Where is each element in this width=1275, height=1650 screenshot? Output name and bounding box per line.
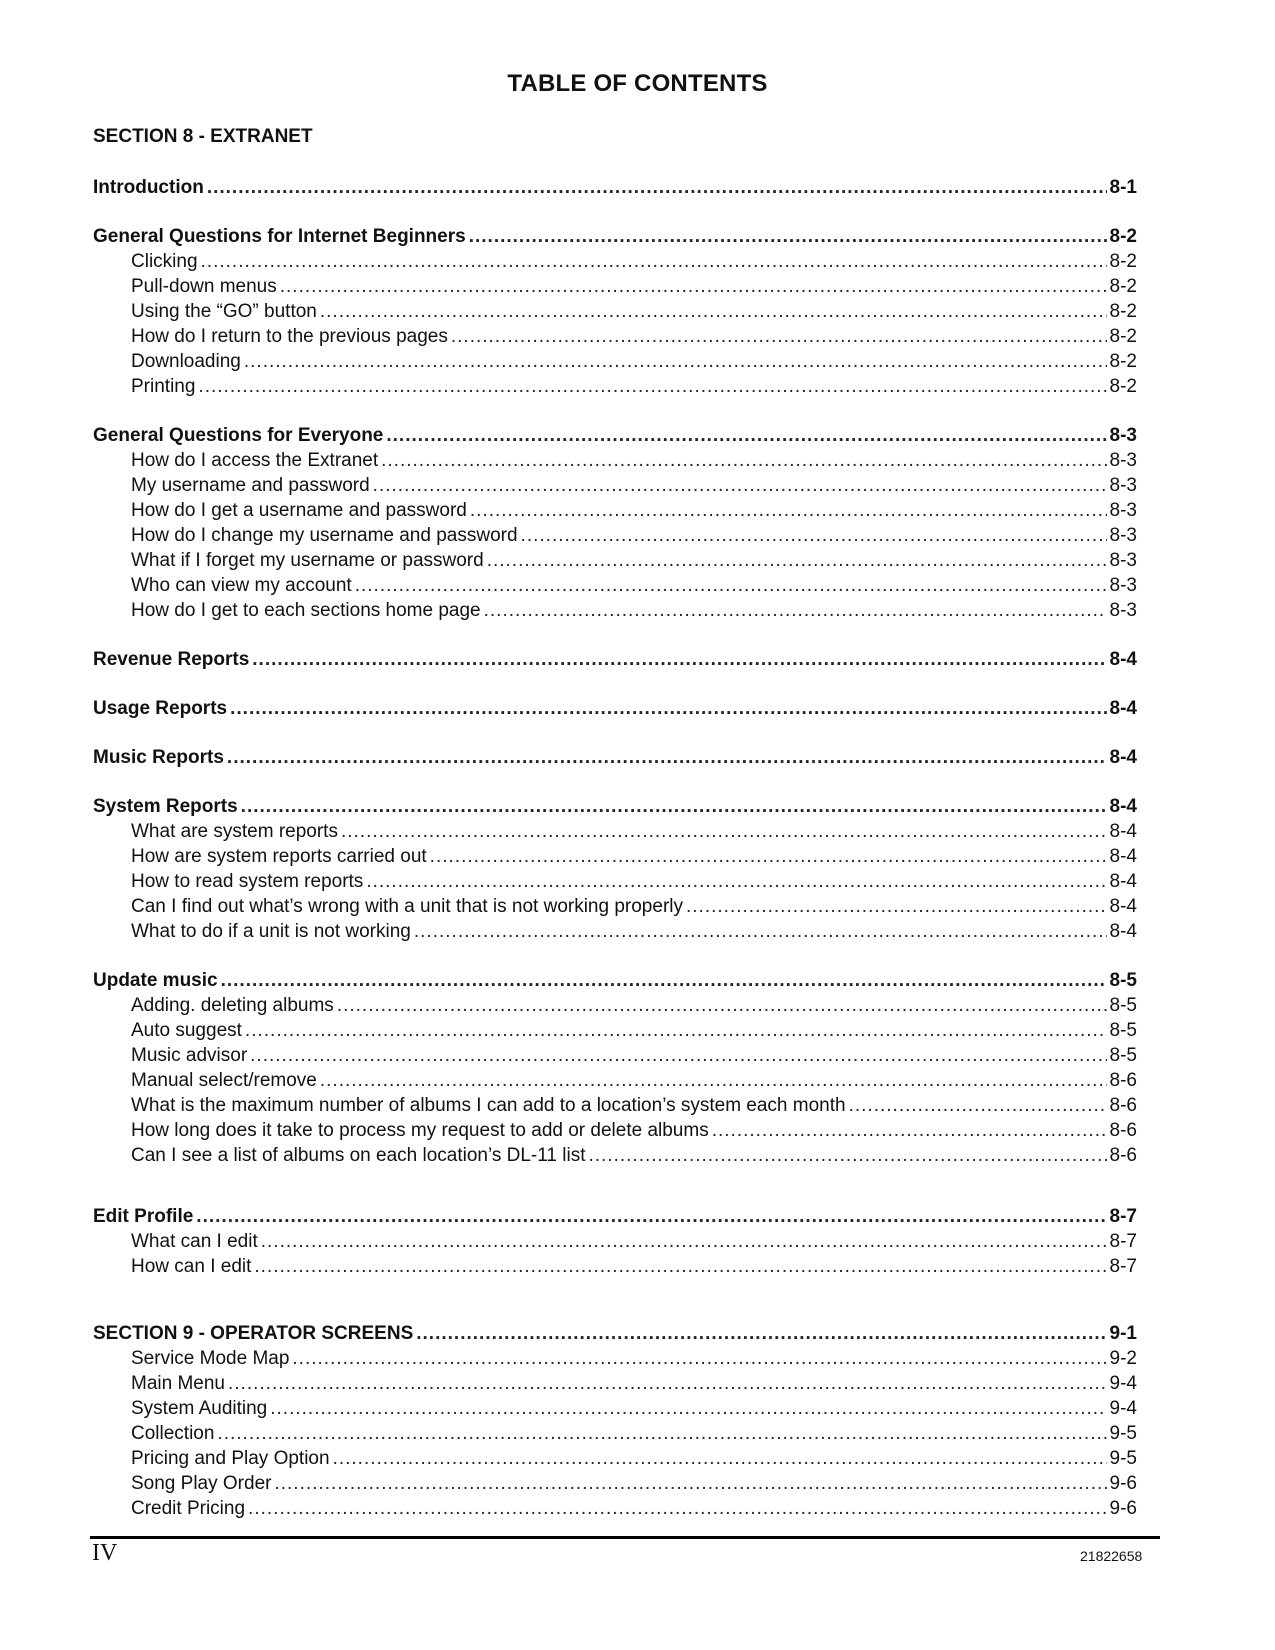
toc-dot-leader: [484, 598, 1107, 623]
toc-entry-page: 9-4: [1109, 1373, 1137, 1394]
toc-group: [93, 1321, 1137, 1521]
toc-dot-leader: [221, 968, 1107, 993]
toc-dot-leader: [341, 819, 1107, 844]
toc-dot-leader: [320, 1068, 1107, 1093]
toc-entry-label: Adding. deleting albums: [131, 995, 334, 1016]
toc-heading-entry: [93, 647, 1137, 672]
toc-entry-label: How to read system reports: [131, 871, 364, 892]
toc-dot-leader: [521, 523, 1107, 548]
toc-dot-leader: [849, 1093, 1107, 1118]
toc-entry-page: 8-3: [1109, 600, 1137, 621]
toc-entry-page: 9-1: [1109, 1323, 1137, 1344]
toc-group: [93, 1204, 1137, 1279]
toc-dot-leader: [270, 1396, 1106, 1421]
toc-entry-page: 9-6: [1109, 1498, 1137, 1519]
toc-dot-leader: [217, 1421, 1106, 1446]
toc-entry-label: How do I return to the previous pages: [131, 326, 448, 347]
toc-dot-leader: [487, 548, 1107, 573]
toc-subentry: [93, 1371, 1137, 1396]
toc-entry-label: Downloading: [131, 351, 241, 372]
toc-dot-leader: [416, 1321, 1106, 1346]
toc-entry-label: Service Mode Map: [131, 1348, 290, 1369]
toc-entry-page: 8-5: [1109, 995, 1137, 1016]
toc-dot-leader: [320, 299, 1107, 324]
toc-entry-page: 8-3: [1109, 425, 1137, 446]
toc-entry-page: 8-6: [1109, 1120, 1137, 1141]
toc-entry-label: How are system reports carried out: [131, 846, 427, 867]
toc-subentry: [93, 349, 1137, 374]
toc-entry-page: 8-4: [1109, 921, 1137, 942]
toc-entry-label: What if I forget my username or password: [131, 550, 484, 571]
toc-entry-page: 8-1: [1109, 177, 1137, 198]
toc-dot-leader: [201, 249, 1107, 274]
toc-subentry: [93, 299, 1137, 324]
toc-dot-leader: [366, 869, 1106, 894]
toc-entry-label: Main Menu: [131, 1373, 225, 1394]
toc-subentry: [93, 1093, 1137, 1118]
toc-entry-page: 8-4: [1109, 796, 1137, 817]
toc-subentry: [93, 249, 1137, 274]
toc-group: [93, 745, 1137, 770]
toc-entry-label: Manual select/remove: [131, 1070, 317, 1091]
toc-heading-entry: [93, 423, 1137, 448]
toc-group: [93, 968, 1137, 1168]
toc-entry-label: Clicking: [131, 251, 198, 272]
toc-entry-page: 8-7: [1109, 1231, 1137, 1252]
toc-dot-leader: [337, 993, 1107, 1018]
toc-heading-entry: [93, 1321, 1137, 1346]
toc-dot-leader: [386, 423, 1106, 448]
toc-entry-label: Pricing and Play Option: [131, 1448, 330, 1469]
toc-entry-page: 8-4: [1109, 896, 1137, 917]
toc-heading-entry: [93, 224, 1137, 249]
toc-entry-label: Credit Pricing: [131, 1498, 246, 1519]
toc-dot-leader: [430, 844, 1107, 869]
toc-subentry: [93, 1421, 1137, 1446]
toc-entry-page: 8-3: [1109, 550, 1137, 571]
page-title: TABLE OF CONTENTS: [507, 70, 768, 97]
toc-dot-leader: [292, 1346, 1106, 1371]
toc-entry-label: What are system reports: [131, 821, 338, 842]
toc-entry-page: 8-2: [1109, 226, 1137, 247]
toc-group: [93, 175, 1137, 200]
toc-entry-label: Using the “GO” button: [131, 301, 317, 322]
toc-entry-label: Edit Profile: [93, 1206, 194, 1227]
toc-entry-page: 8-2: [1109, 251, 1137, 272]
toc-group: [93, 647, 1137, 672]
toc-entry-page: 8-6: [1109, 1145, 1137, 1166]
toc-entry-label: SECTION 9 - OPERATOR SCREENS: [93, 1323, 414, 1344]
toc-entry-label: Who can view my account: [131, 575, 352, 596]
toc-group: [93, 794, 1137, 944]
toc-subentry: [93, 993, 1137, 1018]
toc-subentry: [93, 1043, 1137, 1068]
toc-entry-page: 8-4: [1109, 747, 1137, 768]
toc-entry-label: What to do if a unit is not working: [131, 921, 411, 942]
toc-subentry: [93, 844, 1137, 869]
toc-dot-leader: [470, 498, 1107, 523]
toc-subentry: [93, 598, 1137, 623]
toc-heading-entry: [93, 794, 1137, 819]
toc-entry-label: Can I find out what’s wrong with a unit that is not working properly: [131, 896, 683, 917]
toc-heading-entry: [93, 745, 1137, 770]
toc-entry-label: General Questions for Internet Beginners: [93, 226, 466, 247]
toc-subentry: [93, 498, 1137, 523]
toc-subentry: [93, 869, 1137, 894]
toc-entry-page: 9-4: [1109, 1398, 1137, 1419]
toc-entry-page: 9-2: [1109, 1348, 1137, 1369]
toc-dot-leader: [280, 274, 1107, 299]
toc-entry-page: 8-2: [1109, 301, 1137, 322]
toc-entry-label: Introduction: [93, 177, 204, 198]
toc-entry-page: 9-6: [1109, 1473, 1137, 1494]
toc-dot-leader: [196, 1204, 1106, 1229]
toc-entry-page: 8-7: [1109, 1256, 1137, 1277]
toc-entry-page: 8-3: [1109, 525, 1137, 546]
section-heading: SECTION 8 - EXTRANET: [93, 126, 313, 147]
toc-group: [93, 423, 1137, 623]
toc-entry-page: 8-2: [1109, 351, 1137, 372]
toc-dot-leader: [373, 473, 1107, 498]
toc-entry-page: 8-3: [1109, 450, 1137, 471]
toc-dot-leader: [207, 175, 1107, 200]
toc-dot-leader: [414, 919, 1107, 944]
table-of-contents: [93, 175, 1137, 1521]
toc-subentry: [93, 523, 1137, 548]
toc-subentry: [93, 1143, 1137, 1168]
toc-dot-leader: [254, 1254, 1106, 1279]
toc-heading-entry: [93, 1204, 1137, 1229]
toc-group: [93, 224, 1137, 399]
toc-subentry: [93, 473, 1137, 498]
toc-heading-entry: [93, 175, 1137, 200]
toc-entry-page: 8-3: [1109, 475, 1137, 496]
toc-dot-leader: [198, 374, 1106, 399]
footer-page-number: IV: [92, 1540, 118, 1566]
toc-dot-leader: [244, 349, 1107, 374]
toc-subentry: [93, 819, 1137, 844]
toc-subentry: [93, 324, 1137, 349]
toc-entry-page: 8-4: [1109, 821, 1137, 842]
toc-dot-leader: [252, 647, 1106, 672]
toc-dot-leader: [355, 573, 1107, 598]
toc-subentry: [93, 1471, 1137, 1496]
toc-subentry: [93, 894, 1137, 919]
toc-dot-leader: [248, 1496, 1106, 1521]
toc-entry-page: 9-5: [1109, 1423, 1137, 1444]
toc-subentry: [93, 1254, 1137, 1279]
toc-entry-label: Update music: [93, 970, 218, 991]
toc-entry-label: What is the maximum number of albums I can add to a location’s system each month: [131, 1095, 846, 1116]
toc-entry-label: Music Reports: [93, 747, 224, 768]
toc-entry-label: Auto suggest: [131, 1020, 242, 1041]
toc-entry-label: System Auditing: [131, 1398, 268, 1419]
toc-entry-label: How do I get to each sections home page: [131, 600, 481, 621]
toc-entry-label: How do I access the Extranet: [131, 450, 379, 471]
toc-subentry: [93, 1496, 1137, 1521]
toc-entry-label: Pull-down menus: [131, 276, 277, 297]
toc-dot-leader: [469, 224, 1107, 249]
toc-subentry: [93, 548, 1137, 573]
toc-subentry: [93, 919, 1137, 944]
toc-entry-page: 8-5: [1109, 1045, 1137, 1066]
toc-dot-leader: [227, 745, 1107, 770]
footer-rule: [90, 1536, 1160, 1539]
toc-dot-leader: [381, 448, 1106, 473]
toc-entry-label: My username and password: [131, 475, 370, 496]
toc-entry-page: 8-2: [1109, 276, 1137, 297]
toc-entry-page: 8-7: [1109, 1206, 1137, 1227]
toc-subentry: [93, 274, 1137, 299]
toc-subentry: [93, 1346, 1137, 1371]
toc-subentry: [93, 1446, 1137, 1471]
toc-entry-page: 8-4: [1109, 871, 1137, 892]
toc-entry-page: 9-5: [1109, 1448, 1137, 1469]
toc-dot-leader: [274, 1471, 1106, 1496]
toc-dot-leader: [588, 1143, 1106, 1168]
toc-entry-page: 8-4: [1109, 649, 1137, 670]
toc-entry-page: 8-6: [1109, 1070, 1137, 1091]
toc-entry-label: How long does it take to process my request to add or delete albums: [131, 1120, 709, 1141]
toc-subentry: [93, 1229, 1137, 1254]
toc-entry-label: General Questions for Everyone: [93, 425, 384, 446]
toc-heading-entry: [93, 968, 1137, 993]
toc-entry-page: 8-3: [1109, 575, 1137, 596]
toc-entry-label: How do I change my username and password: [131, 525, 518, 546]
toc-entry-label: Music advisor: [131, 1045, 248, 1066]
toc-dot-leader: [245, 1018, 1107, 1043]
toc-dot-leader: [333, 1446, 1107, 1471]
toc-dot-leader: [686, 894, 1107, 919]
toc-heading-entry: [93, 696, 1137, 721]
toc-dot-leader: [451, 324, 1107, 349]
toc-entry-label: Song Play Order: [131, 1473, 272, 1494]
toc-subentry: [93, 448, 1137, 473]
toc-entry-page: 8-2: [1109, 326, 1137, 347]
toc-dot-leader: [261, 1229, 1107, 1254]
toc-entry-label: System Reports: [93, 796, 238, 817]
toc-entry-label: How can I edit: [131, 1256, 252, 1277]
toc-subentry: [93, 1118, 1137, 1143]
toc-dot-leader: [712, 1118, 1107, 1143]
toc-entry-page: 8-5: [1109, 970, 1137, 991]
toc-entry-label: Revenue Reports: [93, 649, 250, 670]
toc-entry-label: Collection: [131, 1423, 215, 1444]
toc-entry-page: 8-3: [1109, 500, 1137, 521]
toc-entry-label: Can I see a list of albums on each location’s DL-11 list: [131, 1145, 586, 1166]
toc-subentry: [93, 374, 1137, 399]
toc-subentry: [93, 1018, 1137, 1043]
toc-entry-page: 8-4: [1109, 846, 1137, 867]
toc-entry-page: 8-5: [1109, 1020, 1137, 1041]
toc-entry-page: 8-2: [1109, 376, 1137, 397]
toc-subentry: [93, 1068, 1137, 1093]
toc-dot-leader: [228, 1371, 1107, 1396]
toc-entry-label: What can I edit: [131, 1231, 258, 1252]
toc-entry-label: Usage Reports: [93, 698, 228, 719]
toc-entry-label: How do I get a username and password: [131, 500, 467, 521]
toc-entry-page: 8-6: [1109, 1095, 1137, 1116]
toc-entry-page: 8-4: [1109, 698, 1137, 719]
toc-entry-label: Printing: [131, 376, 196, 397]
toc-subentry: [93, 1396, 1137, 1421]
toc-group: [93, 696, 1137, 721]
footer-doc-number: 21822658: [1080, 1548, 1143, 1564]
toc-subentry: [93, 573, 1137, 598]
toc-dot-leader: [250, 1043, 1106, 1068]
toc-dot-leader: [230, 696, 1106, 721]
toc-dot-leader: [241, 794, 1107, 819]
